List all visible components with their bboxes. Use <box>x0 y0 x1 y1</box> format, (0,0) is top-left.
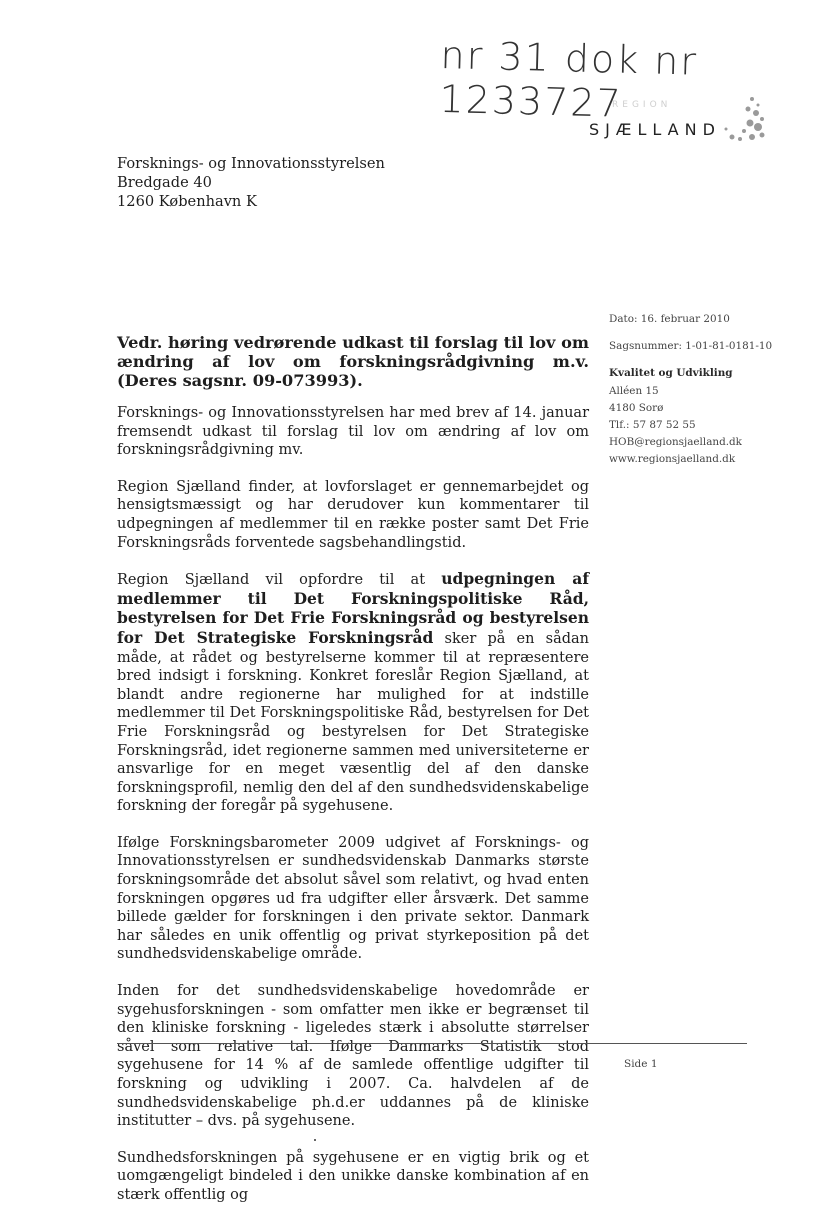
sender-street: Alléen 15 <box>609 385 659 397</box>
letter-body <box>117 333 589 1223</box>
recipient-street: Bredgade 40 <box>117 174 212 191</box>
paragraph-6: Sundhedsforskningen på sygehusene er en vigtig brik og et uomgængeligt bindeled i den unikke danske kombination af en stærk offentlig og <box>117 1149 589 1203</box>
sender-email: HOB@regionsjaelland.dk <box>609 436 742 448</box>
paragraph-3 <box>117 570 589 816</box>
paragraph-1: Forsknings- og Innovationsstyrelsen har med brev af 14. januar fremsendt udkast til forslag til lov om ændring af lov om forskningsrådgivning mv. <box>117 405 589 459</box>
sender-city: 4180 Sorø <box>609 402 664 414</box>
paragraph-4: Ifølge Forskningsbarometer 2009 udgivet af Forsknings- og Innovationsstyrelsen er sundhedsvidenskab Danmarks største forskningsområde det absolut såvel som relativt, og hvad enten forskningen opgøres ud fra udgifter eller årsværk. Det samme billede gælder for forskningen i den private sektor. Danmark har således en unik offentlig og privat styrkeposition på det sundhedsvidenskabelige område. <box>117 834 589 963</box>
paragraph-3-rest: sker på en sådan måde, at rådet og bestyrelserne kommer til at repræsentere bred indsigt i forskning. Konkret foreslår Region Sjælland, at blandt andre regionerne har mulighed for at indstille medlemmer til Det Forskningspolitiske Råd, bestyrelsen for Det Frie Forskningsråd og bestyrelsen for Det Strategiske Forskningsråd, idet regionerne sammen med universiteterne er ansvarlige for en meget væsentlig del af den danske forskningsprofil, nemlig den del af den sundhedsvidenskabelige forskning der foregår på sygehusene. <box>117 630 589 815</box>
recipient-name: Forsknings- og Innovationsstyrelsen <box>117 155 385 172</box>
page-number: Side 1 <box>624 1058 658 1070</box>
logo-faint-text: REGION <box>612 100 672 110</box>
paragraph-3-intro: Region Sjælland vil opfordre til at <box>117 572 442 589</box>
sender-web: www.regionsjaelland.dk <box>609 453 736 465</box>
recipient-address <box>117 154 385 211</box>
sender-phone: Tlf.: 57 87 52 55 <box>609 419 696 431</box>
letter-heading: Vedr. høring vedrørende udkast til forslag til lov om ændring af lov om forskningsrådgivning m.v. (Deres sagsnr. 09-073993). <box>117 333 589 390</box>
paragraph-2: Region Sjælland finder, at lovforslaget er gennemarbejdet og hensigtsmæssigt og har derudover kun kommentarer til udpegningen af medlemmer til en række poster samt Det Frie Forskningsråds forventede sagsbehandlingstid. <box>117 478 589 551</box>
handwritten-note: nr 31 dok nr 1233727 <box>438 32 699 126</box>
sender-info <box>609 311 772 468</box>
logo-dots-icon <box>722 93 772 153</box>
case-number: Sagsnummer: 1-01-81-0181-10 <box>609 340 773 352</box>
scan-speck <box>314 1139 316 1141</box>
logo-wordmark: SJÆLLAND <box>589 120 721 139</box>
recipient-city: 1260 København K <box>117 193 257 210</box>
paragraph-3-emphasis: udpegningen af medlemmer til Det Forskningspolitiske Råd, bestyrelsen for Det Frie Forskningsråd og bestyrelsen for Det Strategiske Forskningsråd <box>117 569 589 647</box>
letter-date: Dato: 16. februar 2010 <box>609 313 730 325</box>
department: Kvalitet og Udvikling <box>609 367 733 379</box>
footer-divider <box>117 1043 747 1044</box>
paragraph-5: Inden for det sundhedsvidenskabelige hovedområde er sygehusforskningen - som omfatter men ikke er begrænset til den kliniske forskning - ligeledes stærk i absolutte størrelser såvel som relative tal. Ifølge Danmarks Statistik stod sygehusene for 14 % af de samlede offentlige udgifter til forskning og udvikling i 2007. Ca. halvdelen af de sundhedsvidenskabelige ph.d.er uddannes på de kliniske institutter – dvs. på sygehusene. <box>117 983 589 1130</box>
